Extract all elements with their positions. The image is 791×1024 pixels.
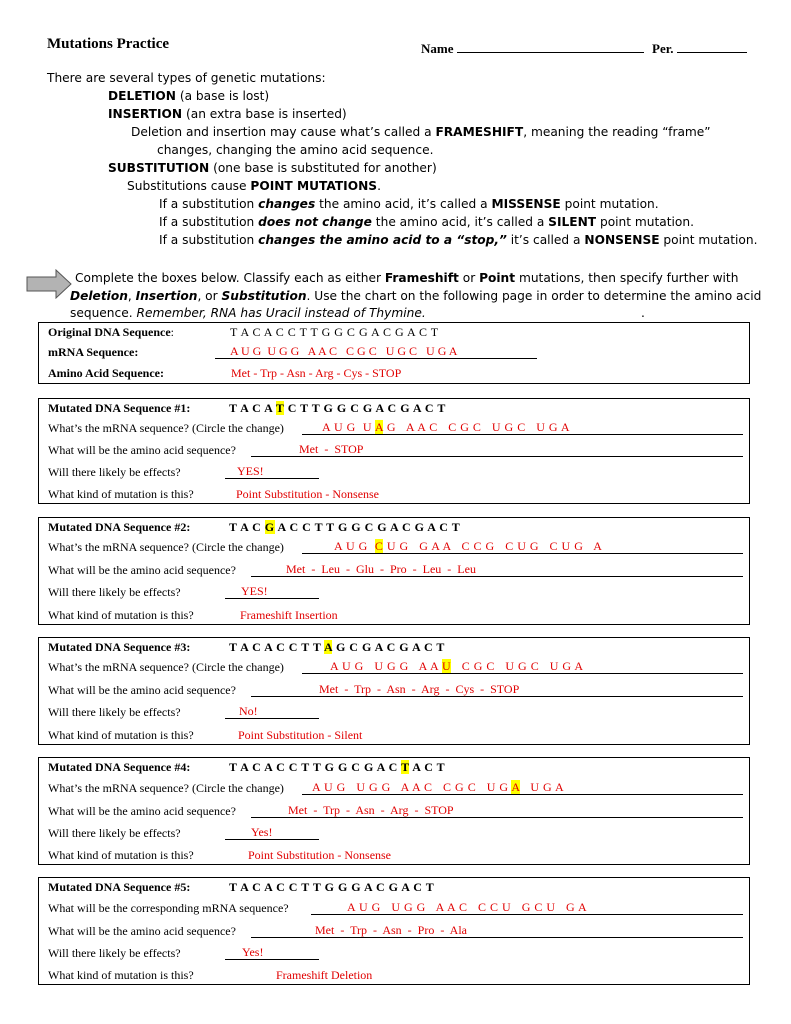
- frameshift-definition: Deletion and insertion may cause what’s called a FRAMESHIFT, meaning the reading “frame”: [131, 125, 711, 139]
- mutation-3-effects-row: Will there likely be effects? No!: [48, 705, 181, 720]
- original-mrna-label: mRNA Sequence:: [48, 345, 139, 359]
- point-mutation-definition: Substitutions cause POINT MUTATIONS.: [127, 179, 381, 193]
- mutation-1-dna: T A C A T C T T G G C G A C G A C T: [229, 401, 446, 415]
- mutation-4-mrna-blank[interactable]: A U G U G G A A C C G C U G A U G A: [302, 781, 743, 795]
- mutation-5-mrna-blank[interactable]: A U G U G G A A C C C U G C U G A: [311, 901, 743, 915]
- period-line: [677, 40, 747, 53]
- instructions-line3: sequence. Remember, RNA has Uracil instead of Thymine.: [70, 306, 426, 320]
- arrow-right-icon: [26, 269, 72, 299]
- mutation-5-effects-blank[interactable]: Yes!: [225, 946, 319, 960]
- substitution-definition: SUBSTITUTION (one base is substituted for another): [108, 161, 437, 175]
- mutation-4-box: [38, 757, 750, 865]
- mutation-2-effects-row: Will there likely be effects? YES!: [48, 585, 181, 600]
- nonsense-definition: If a substitution changes the amino acid to a “stop,” it’s called a NONSENSE point mutation.: [159, 233, 758, 247]
- mutation-4-dna: T A C A C C T T G G C G A C T A C T: [229, 760, 446, 774]
- mutation-3-box: [38, 637, 750, 745]
- mutation-3-effects-blank[interactable]: No!: [225, 705, 319, 719]
- mutation-2-dna-row: Mutated DNA Sequence #2: T A C G A C C T T G G C G A C G A C T: [48, 520, 461, 534]
- original-sequence-box: [38, 322, 750, 384]
- mutation-1-mrna-row: What’s the mRNA sequence? (Circle the change) A U G U A G A A C C G C U G C U G A: [48, 421, 284, 436]
- mutation-3-aa-blank[interactable]: Met - Trp - Asn - Arg - Cys - STOP: [251, 683, 743, 697]
- mutation-2-box: [38, 517, 750, 625]
- mutation-4-dna-row: Mutated DNA Sequence #4: T A C A C C T T G G C G A C T A C T: [48, 760, 446, 774]
- mutation-4-kind: Point Substitution - Nonsense: [248, 848, 392, 862]
- mutation-1-aa-row: What will be the amino acid sequence? Met - STOP: [48, 443, 236, 458]
- mutation-2-aa-blank[interactable]: Met - Leu - Glu - Pro - Leu - Leu: [251, 563, 743, 577]
- mutation-1-box: [38, 398, 750, 504]
- name-label: Name: [421, 41, 454, 56]
- mutation-3-kind: Point Substitution - Silent: [238, 728, 363, 742]
- mutation-4-kind-row: What kind of mutation is this? Point Substitution - Nonsense: [48, 848, 392, 862]
- frameshift-definition-cont: changes, changing the amino acid sequence.: [157, 143, 434, 157]
- mutation-5-effects-row: Will there likely be effects? Yes!: [48, 946, 181, 961]
- period-label: Per.: [652, 41, 674, 56]
- mutation-5-aa-row: What will be the amino acid sequence? Met - Trp - Asn - Pro - Ala: [48, 924, 236, 939]
- name-line: [457, 40, 644, 53]
- mutation-4-effects-blank[interactable]: Yes!: [225, 826, 319, 840]
- original-mrna-blank[interactable]: [215, 345, 537, 359]
- mutation-1-dna-row: Mutated DNA Sequence #1: T A C A T C T T G G C G A C G A C T: [48, 401, 446, 415]
- mutation-4-aa-blank[interactable]: Met - Trp - Asn - Arg - STOP: [251, 804, 743, 818]
- mutation-5-dna: T A C A C C T T G G G A C G A C T: [229, 880, 435, 894]
- missense-definition: If a substitution changes the amino acid, it’s called a MISSENSE point mutation.: [159, 197, 659, 211]
- mutation-1-kind-row: What kind of mutation is this? Point Substitution - Nonsense: [48, 487, 380, 501]
- original-dna-value: T A C A C C T T G G C G A C G A C T: [230, 325, 439, 339]
- original-dna-row: Original DNA Sequence: T A C A C C T T G G C G A C G A C T: [48, 325, 439, 339]
- mutation-2-dna: T A C G A C C T T G G C G A C G A C T: [229, 520, 461, 534]
- name-field[interactable]: [421, 40, 644, 57]
- mutation-2-mrna-blank[interactable]: A U G C U G G A A C C G C U G C U G A: [302, 540, 743, 554]
- instructions-dot: .: [641, 306, 645, 320]
- intro-line: There are several types of genetic mutations:: [47, 71, 326, 85]
- original-aa-label: Amino Acid Sequence:: [48, 366, 165, 380]
- mutation-3-mrna-blank[interactable]: A U G U G G A A U C G C U G C U G A: [302, 660, 743, 674]
- instructions-line2: Deletion, Insertion, or Substitution. Use the chart on the following page in order to determine the amino acid: [70, 289, 762, 303]
- mutation-2-effects-blank[interactable]: YES!: [225, 585, 319, 599]
- original-aa-value: Met - Trp - Asn - Arg - Cys - STOP: [231, 366, 402, 380]
- mutation-3-aa-row: What will be the amino acid sequence? Met - Trp - Asn - Arg - Cys - STOP: [48, 683, 236, 698]
- mutation-2-aa-row: What will be the amino acid sequence? Met - Leu - Glu - Pro - Leu - Leu: [48, 563, 236, 578]
- mutation-1-aa-blank[interactable]: Met - STOP: [251, 443, 743, 457]
- mutation-5-mrna-row: What will be the corresponding mRNA sequence? A U G U G G A A C C C U G C U G A: [48, 901, 289, 916]
- original-dna-label: Original DNA Sequence: [48, 325, 171, 339]
- mutation-5-box: [38, 877, 750, 985]
- period-field[interactable]: [652, 40, 747, 57]
- mutation-5-dna-row: Mutated DNA Sequence #5: T A C A C C T T G G G A C G A C T: [48, 880, 435, 894]
- mutation-4-effects-row: Will there likely be effects? Yes!: [48, 826, 181, 841]
- insertion-definition: INSERTION (an extra base is inserted): [108, 107, 347, 121]
- mutation-4-aa-row: What will be the amino acid sequence? Met - Trp - Asn - Arg - STOP: [48, 804, 236, 819]
- mutation-4-mrna-row: What’s the mRNA sequence? (Circle the change) A U G U G G A A C C G C U G A U G A: [48, 781, 284, 796]
- mutation-1-kind: Point Substitution - Nonsense: [236, 487, 380, 501]
- mutation-5-kind-row: What kind of mutation is this? Frameshift Deletion: [48, 968, 373, 982]
- mutation-5-aa-blank[interactable]: Met - Trp - Asn - Pro - Ala: [251, 924, 743, 938]
- mutation-1-effects-blank[interactable]: YES!: [225, 465, 319, 479]
- mutation-2-kind: Frameshift Insertion: [240, 608, 338, 622]
- original-aa-row: [48, 366, 402, 381]
- mutation-2-mrna-row: What’s the mRNA sequence? (Circle the change) A U G C U G G A A C C G C U G C U G A: [48, 540, 284, 555]
- mutation-1-effects-row: Will there likely be effects? YES!: [48, 465, 181, 480]
- mutation-3-mrna-row: What’s the mRNA sequence? (Circle the change) A U G U G G A A U C G C U G C U G A: [48, 660, 284, 675]
- mutation-3-dna: T A C A C C T T A G C G A C G A C T: [229, 640, 445, 654]
- mutation-3-dna-row: Mutated DNA Sequence #3: T A C A C C T T A G C G A C G A C T: [48, 640, 445, 654]
- original-mrna-row: [48, 344, 458, 360]
- mutation-1-mrna-blank[interactable]: A U G U A G A A C C G C U G C U G A: [302, 421, 743, 435]
- mutation-3-kind-row: What kind of mutation is this? Point Substitution - Silent: [48, 728, 363, 742]
- instructions-line1: Complete the boxes below. Classify each as either Frameshift or Point mutations, then specify further with: [75, 271, 739, 285]
- deletion-definition: DELETION (a base is lost): [108, 89, 270, 103]
- original-mrna-value: A U G U G G A A C C G C U G C U G A: [230, 344, 458, 358]
- mutation-5-kind: Frameshift Deletion: [276, 968, 373, 982]
- silent-definition: If a substitution does not change the amino acid, it’s called a SILENT point mutation.: [159, 215, 694, 229]
- page-title: Mutations Practice: [47, 36, 170, 52]
- mutation-2-kind-row: What kind of mutation is this? Frameshift Insertion: [48, 608, 338, 622]
